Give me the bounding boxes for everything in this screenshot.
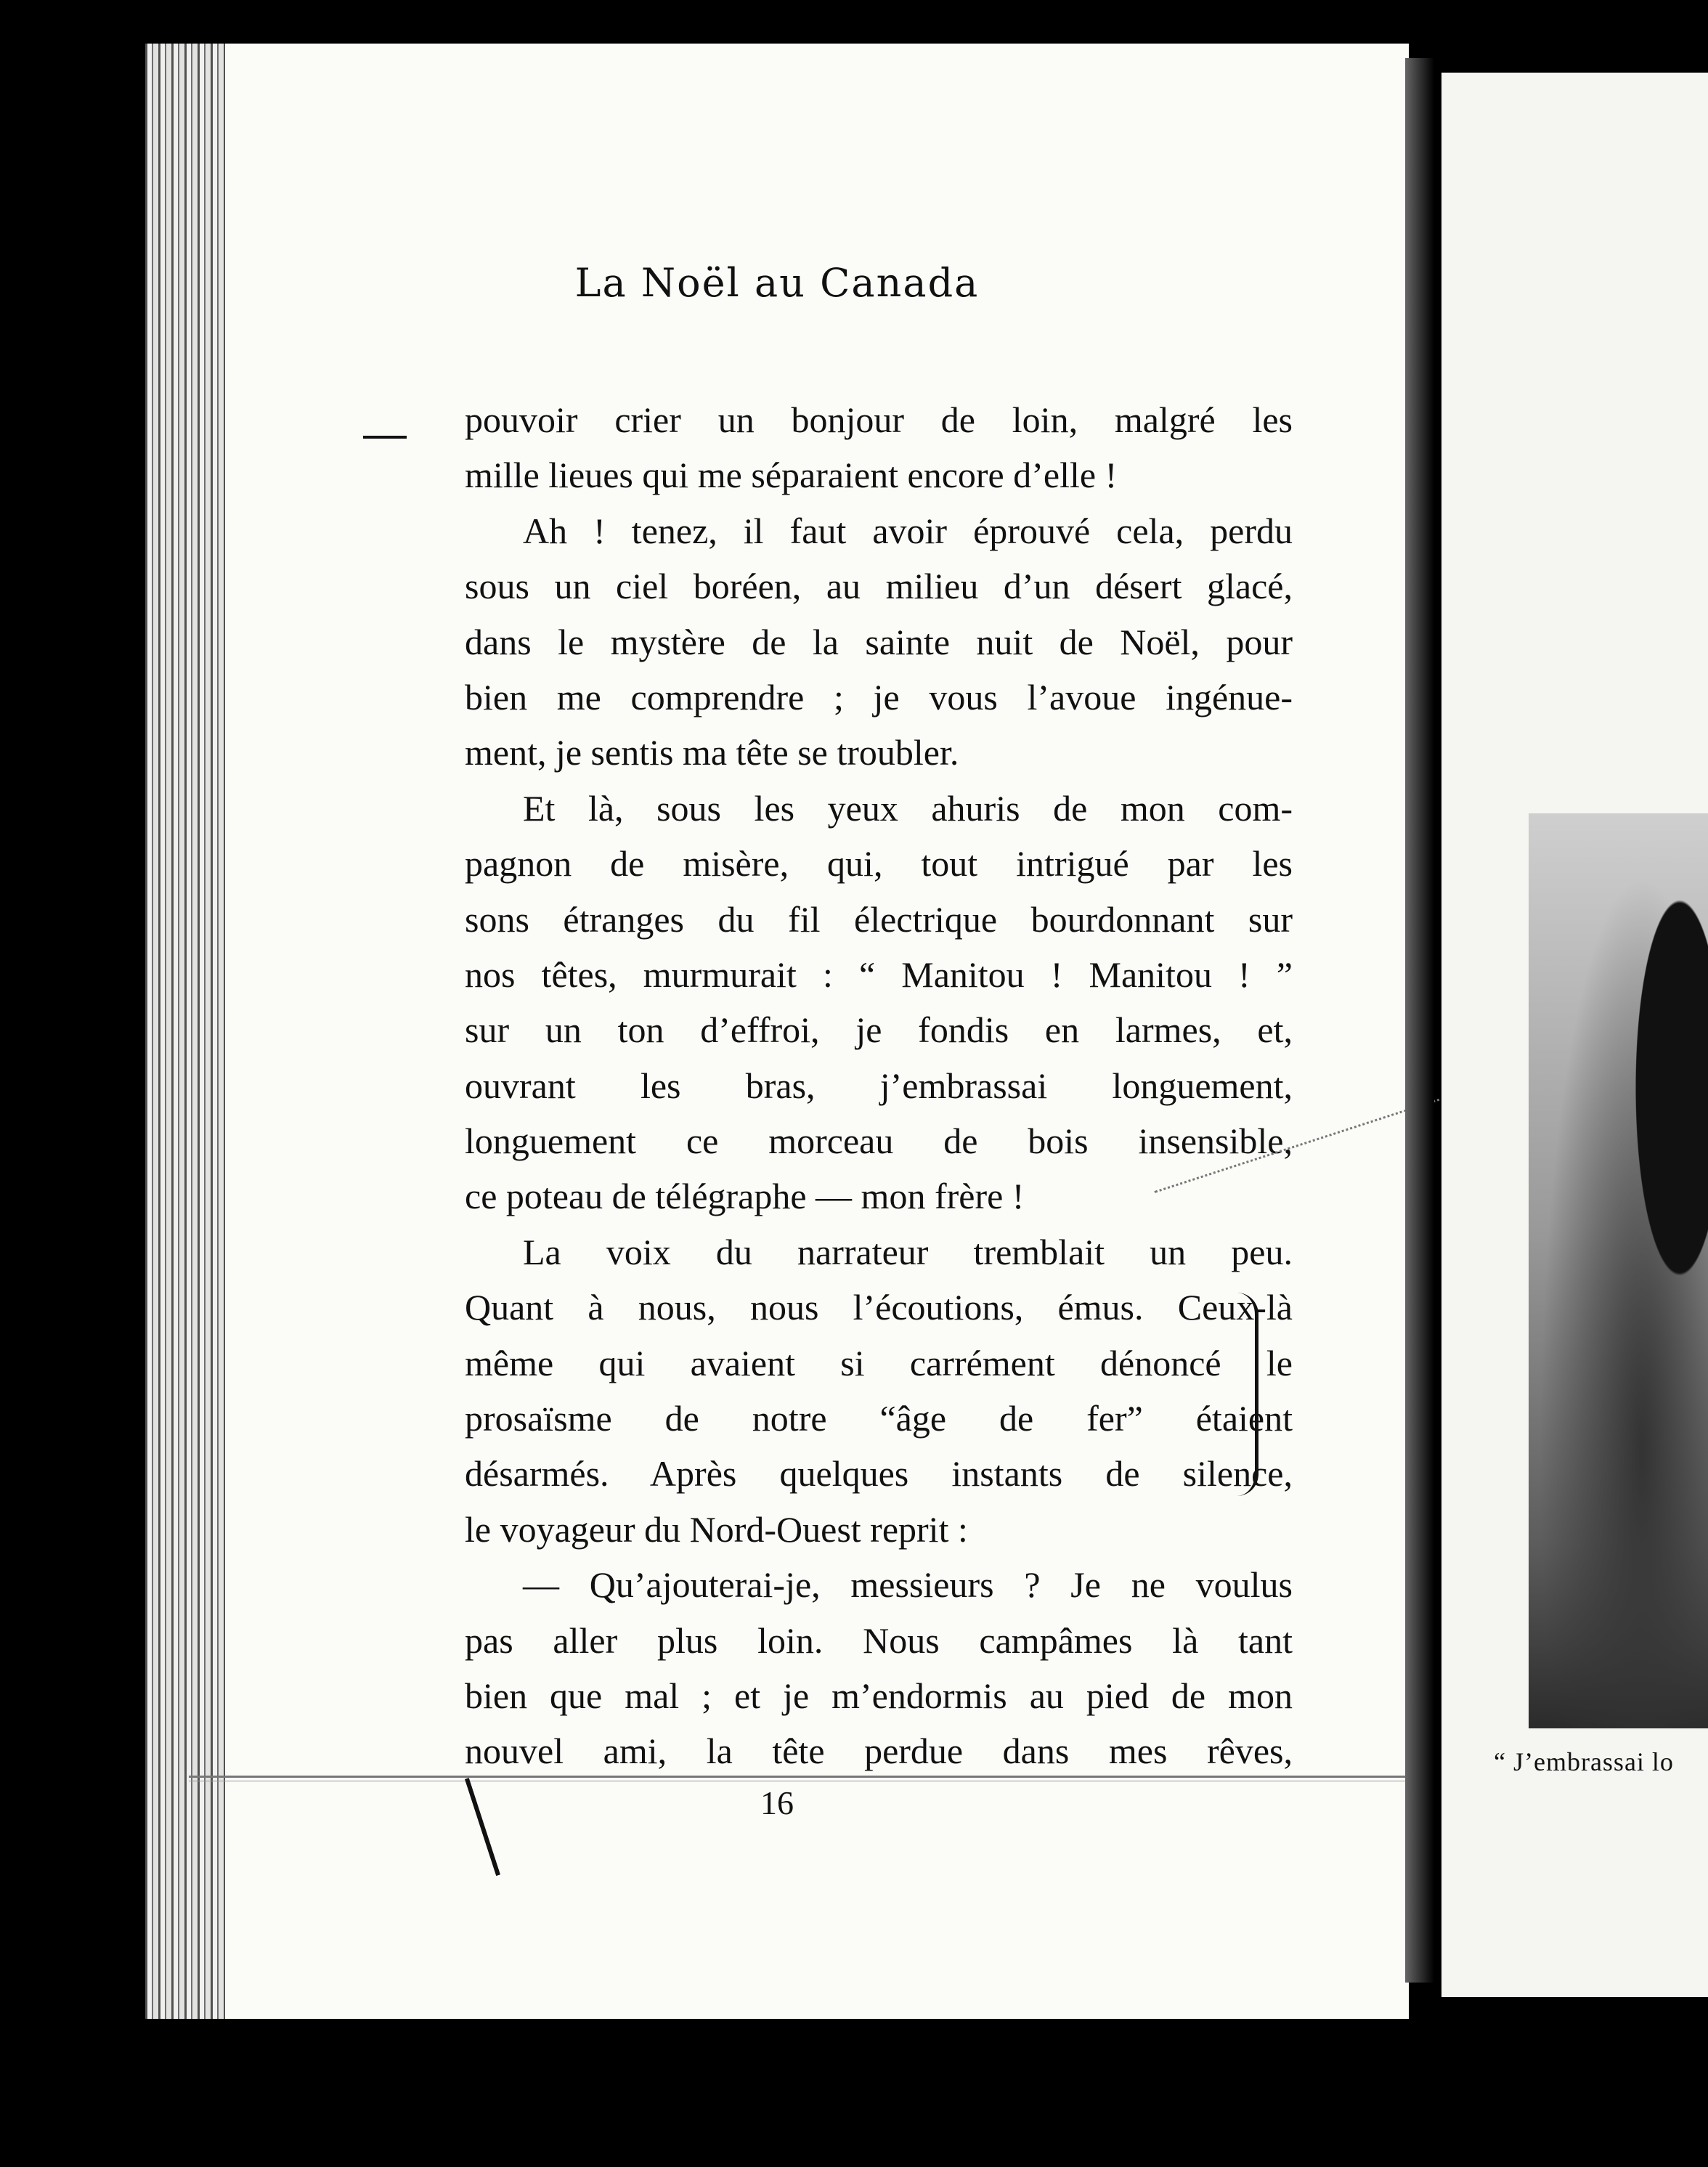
text-line: mille lieues qui me séparaient encore d’elle ! xyxy=(465,455,1118,496)
pencil-bracket-mark xyxy=(1235,1293,1258,1496)
text-line: Et là, sous les yeux ahuris de mon com- xyxy=(523,787,1293,829)
text-line: bien me comprendre ; je vous l’avoue ingénue- xyxy=(465,676,1293,717)
text-line: prosaïsme de notre “âge de fer” étaient xyxy=(465,1398,1293,1439)
left-page xyxy=(145,44,1409,2019)
text-line: désarmés. Après quelques instants de silence, xyxy=(465,1453,1293,1495)
text-line: sur un ton d’effroi, je fondis en larmes, et, xyxy=(465,1009,1293,1051)
text-line: — Qu’ajouterai-je, messieurs ? Je ne voulus xyxy=(523,1564,1293,1606)
text-line: dans le mystère de la sainte nuit de Noël, pour xyxy=(465,621,1293,662)
text-line: pas aller plus loin. Nous campâmes là tant xyxy=(465,1619,1293,1661)
text-line: ce poteau de télégraphe — mon frère ! xyxy=(465,1176,1025,1217)
text-line: sons étranges du fil électrique bourdonnant sur xyxy=(465,898,1293,940)
text-line: sous un ciel boréen, au milieu d’un désert glacé, xyxy=(465,566,1293,607)
text-line: ment, je sentis ma tête se troubler. xyxy=(465,732,959,773)
text-line: Ah ! tenez, il faut avoir éprouvé cela, perdu xyxy=(523,510,1293,551)
book-gutter xyxy=(1405,58,1434,1983)
text-line: bien que mal ; et je m’endormis au pied de mon xyxy=(465,1675,1293,1716)
text-line: nouvel ami, la tête perdue dans mes rêves, xyxy=(465,1731,1293,1772)
page-fold-rule xyxy=(189,1776,1409,1778)
body-text xyxy=(465,392,1293,1779)
illustration-plate xyxy=(1529,813,1708,1728)
text-line: nos têtes, murmurait : “ Manitou ! Manitou ! ” xyxy=(465,954,1293,995)
page-edges xyxy=(145,44,225,2019)
text-line: même qui avaient si carrément dénoncé le xyxy=(465,1342,1293,1383)
text-line: pouvoir crier un bonjour de loin, malgré les xyxy=(465,399,1293,440)
running-head: La Noël au Canada xyxy=(574,260,980,306)
text-line: ouvrant les bras, j’embrassai longuement, xyxy=(465,1065,1293,1106)
text-line: longuement ce morceau de bois insensible, xyxy=(465,1121,1293,1162)
right-page xyxy=(1441,73,1708,1997)
margin-dash-mark xyxy=(363,436,407,439)
text-line: Quant à nous, nous l’écoutions, émus. Ceux-là xyxy=(465,1287,1293,1328)
text-line: le voyageur du Nord-Ouest reprit : xyxy=(465,1508,968,1550)
text-line: La voix du narrateur tremblait un peu. xyxy=(523,1231,1293,1272)
text-line: pagnon de misère, qui, tout intrigué par les xyxy=(465,843,1293,885)
page-number: 16 xyxy=(760,1784,794,1821)
illustration-caption: “ J’embrassai lo xyxy=(1494,1747,1674,1776)
